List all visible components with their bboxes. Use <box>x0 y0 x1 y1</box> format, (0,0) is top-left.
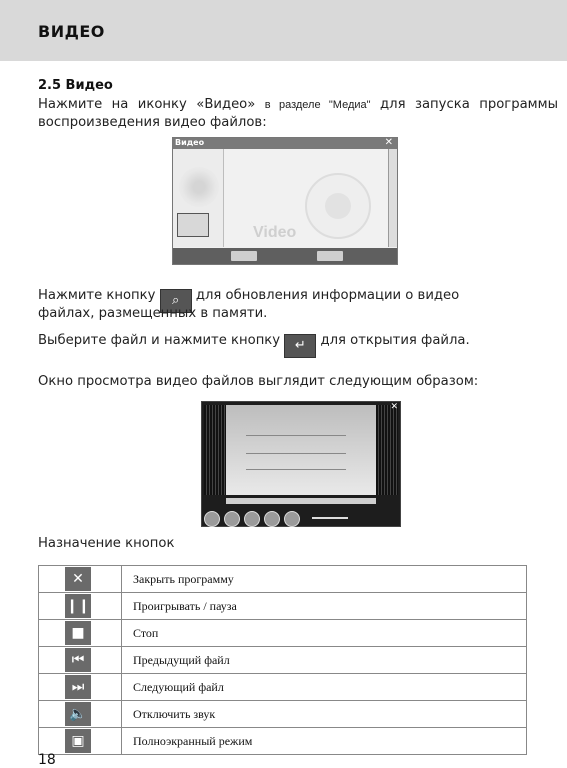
close-icon[interactable]: ✕ <box>390 402 398 412</box>
table-row <box>39 674 527 701</box>
button-desc: Проигрывать / пауза <box>122 593 527 620</box>
control-button[interactable] <box>284 511 300 527</box>
enter-icon: ↵ <box>284 334 316 358</box>
table-row <box>39 593 527 620</box>
table-row <box>39 701 527 728</box>
stop-icon: ■ <box>65 621 91 645</box>
button-desc: Следующий файл <box>122 674 527 701</box>
open-text-a: Выберите файл и нажмите кнопку <box>38 333 281 348</box>
open-text-b: для открытия файла. <box>320 333 470 348</box>
video-watermark: Video <box>253 224 297 241</box>
video-screen <box>226 405 376 495</box>
screen-line <box>246 435 346 436</box>
control-button[interactable] <box>224 511 240 527</box>
buttons-heading: Назначение кнопок <box>38 536 175 551</box>
film-reel-icon <box>305 173 371 239</box>
table-row <box>39 728 527 755</box>
open-text <box>38 332 558 358</box>
intro-text-a: Нажмите на иконку «Видео» <box>38 97 256 112</box>
intro-text-b: в разделе "Медиа" <box>264 99 371 111</box>
page-header <box>0 0 567 61</box>
enter-button[interactable] <box>317 251 343 261</box>
fullscreen-icon: ▣ <box>65 729 91 753</box>
table-row <box>39 647 527 674</box>
control-button[interactable] <box>204 511 220 527</box>
search-button[interactable] <box>231 251 257 261</box>
search-icon: ⌕ <box>160 289 192 313</box>
buttons-table <box>38 565 527 755</box>
page-title: ВИДЕО <box>38 22 105 41</box>
next-icon: ⏭ <box>65 675 91 699</box>
button-desc: Отключить звук <box>122 701 527 728</box>
intro-line-1 <box>38 96 558 114</box>
intro-text-c: для запуска программы <box>380 97 558 112</box>
timeline-bar[interactable] <box>226 498 376 504</box>
table-row <box>39 620 527 647</box>
film-stripe-left <box>204 405 226 495</box>
search-text-a: Нажмите кнопку <box>38 288 156 303</box>
window-toolbar <box>173 248 397 264</box>
close-icon[interactable]: ✕ <box>384 137 393 148</box>
control-button[interactable] <box>264 511 280 527</box>
button-desc: Закрыть программу <box>122 566 527 593</box>
screen-line <box>246 453 346 454</box>
section-title: 2.5 Видео <box>38 78 113 93</box>
control-button[interactable] <box>244 511 260 527</box>
close-icon: ✕ <box>65 567 91 591</box>
previous-icon: ⏮ <box>65 648 91 672</box>
divider <box>223 149 224 247</box>
screen-line <box>246 469 346 470</box>
button-desc: Предыдущий файл <box>122 647 527 674</box>
video-browser-window <box>172 137 398 265</box>
table-row <box>39 566 527 593</box>
mute-icon: 🔈 <box>65 702 91 726</box>
volume-slider[interactable] <box>312 517 348 519</box>
video-player-window <box>201 401 401 527</box>
decor-dots <box>179 167 219 207</box>
folder-icon[interactable] <box>177 213 209 237</box>
intro-line-2: воспроизведения видео файлов: <box>38 115 267 130</box>
search-text-line-2: файлах, размещенных в памяти. <box>38 306 268 321</box>
preview-text: Окно просмотра видео файлов выглядит следующим образом: <box>38 374 479 389</box>
window-title: Видео <box>175 138 205 147</box>
page-number: 18 <box>38 752 56 768</box>
film-stripe-right <box>376 405 398 495</box>
search-text-b: для обновления информации о видео <box>195 288 460 303</box>
window-titlebar <box>173 138 397 149</box>
scrollbar[interactable] <box>388 149 397 247</box>
button-desc: Полноэкранный режим <box>122 728 527 755</box>
folder-pane <box>173 149 223 247</box>
button-desc: Стоп <box>122 620 527 647</box>
pause-icon: ❙❙ <box>65 594 91 618</box>
